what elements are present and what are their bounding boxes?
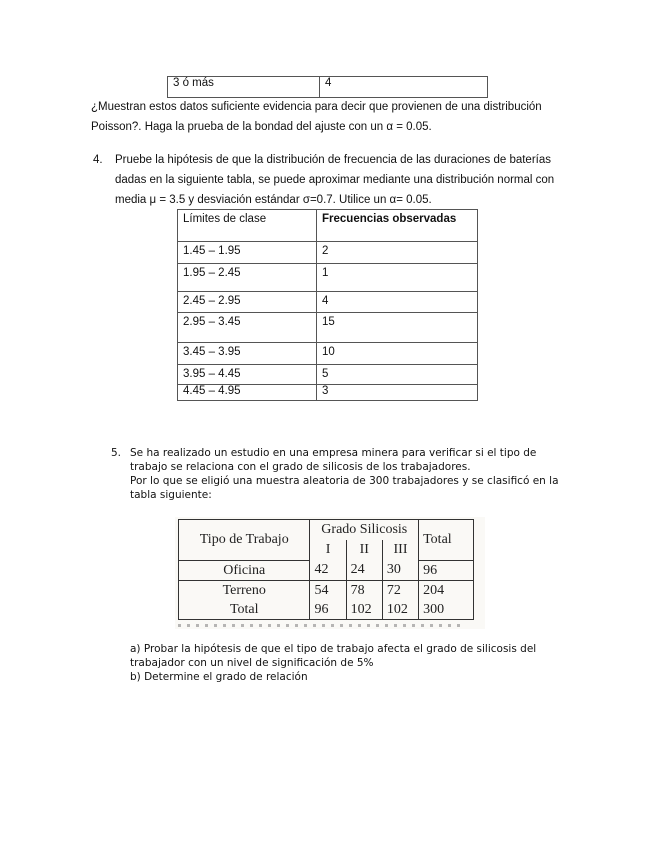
question-3-text — [91, 97, 571, 137]
row-label: Terreno — [179, 581, 310, 601]
text-line: Pruebe la hipótesis de que la distribución de frecuencia de las duraciones de baterías — [115, 154, 552, 166]
table-cell: 2.95 – 3.45 — [178, 313, 317, 343]
table-cell: 1.45 – 1.95 — [178, 242, 317, 264]
table-cell: 4 — [320, 77, 488, 98]
text-line: b) Determine el grado de relación — [130, 671, 308, 683]
table-cell: 10 — [317, 343, 478, 365]
question-5-parts — [130, 642, 560, 684]
table-cell: 4.45 – 4.95 — [178, 385, 317, 401]
question-5-text — [130, 446, 570, 502]
text-line: a) Probar la hipótesis de que el tipo de trabajo afecta el grado de silicosis del — [130, 643, 537, 655]
table-cell: 54 — [310, 581, 346, 601]
column-header: Frecuencias observadas — [317, 210, 478, 242]
table-header-row — [179, 520, 474, 541]
silicosis-contingency-table — [178, 519, 474, 620]
table-cell: 42 — [310, 561, 346, 581]
text-line: trabajador con un nivel de significación de 5% — [130, 657, 374, 669]
row-header: Tipo de Trabajo — [179, 520, 310, 561]
text-line: Se ha realizado un estudio en una empresa minera para verificar si el tipo de — [130, 447, 537, 459]
grade-header: II — [346, 540, 382, 560]
table-cell: 30 — [382, 561, 418, 581]
silicosis-table-image — [175, 517, 485, 629]
table-cell: 78 — [346, 581, 382, 601]
table-cell: 2 — [317, 242, 478, 264]
table-cell: 102 — [346, 600, 382, 620]
table-cell: 96 — [310, 600, 346, 620]
text-line: tabla siguiente: — [130, 489, 212, 501]
table-cell: 72 — [382, 581, 418, 601]
table-cell: 3 ó más — [168, 77, 320, 98]
text-line: dadas en la siguiente tabla, se puede aproximar mediante una distribución normal con — [115, 174, 555, 186]
image-crop-edge — [178, 624, 463, 627]
table-cell: 3.45 – 3.95 — [178, 343, 317, 365]
total-header: Total — [419, 520, 474, 561]
group-header: Grado Silicosis — [310, 520, 419, 541]
table-cell: 24 — [346, 561, 382, 581]
frequency-table — [177, 209, 478, 401]
previous-table-fragment — [167, 76, 488, 98]
text-line: Poisson?. Haga la prueba de la bondad del ajuste con un α = 0.05. — [91, 121, 432, 133]
table-header-row — [178, 210, 478, 242]
table-row — [178, 343, 478, 365]
table-cell: 102 — [382, 600, 418, 620]
table-cell: 15 — [317, 313, 478, 343]
text-line: media μ = 3.5 y desviación estándar σ=0.7. Utilice un α= 0.05. — [115, 194, 432, 206]
text-line: trabajo se relaciona con el grado de silicosis de los trabajadores. — [130, 461, 471, 473]
text-line: Por lo que se eligió una muestra aleatoria de 300 trabajadores y se clasificó en la — [130, 475, 559, 487]
table-row — [178, 385, 478, 401]
table-cell: 3.95 – 4.45 — [178, 365, 317, 385]
table-cell: 3 — [317, 385, 478, 401]
grade-header: III — [382, 540, 418, 560]
table-cell: 96 — [419, 561, 474, 581]
column-header: Límites de clase — [178, 210, 317, 242]
row-label: Oficina — [179, 561, 310, 581]
table-cell: 4 — [317, 292, 478, 313]
table-row — [179, 600, 474, 620]
question-5-number: 5. — [111, 447, 122, 459]
table-row — [178, 313, 478, 343]
table-row — [178, 242, 478, 264]
table-row — [179, 561, 474, 581]
table-row — [179, 581, 474, 601]
row-label: Total — [179, 600, 310, 620]
table-cell: 300 — [419, 600, 474, 620]
table-row — [178, 264, 478, 292]
table-row — [168, 77, 488, 98]
table-cell: 204 — [419, 581, 474, 601]
table-cell: 2.45 – 2.95 — [178, 292, 317, 313]
question-4-text — [115, 150, 575, 210]
table-row — [178, 365, 478, 385]
question-4-number: 4. — [93, 154, 103, 166]
table-cell: 5 — [317, 365, 478, 385]
table-cell: 1 — [317, 264, 478, 292]
table-row — [178, 292, 478, 313]
text-line: ¿Muestran estos datos suficiente evidencia para decir que provienen de una distribución — [91, 101, 542, 113]
grade-header: I — [310, 540, 346, 560]
table-cell: 1.95 – 2.45 — [178, 264, 317, 292]
